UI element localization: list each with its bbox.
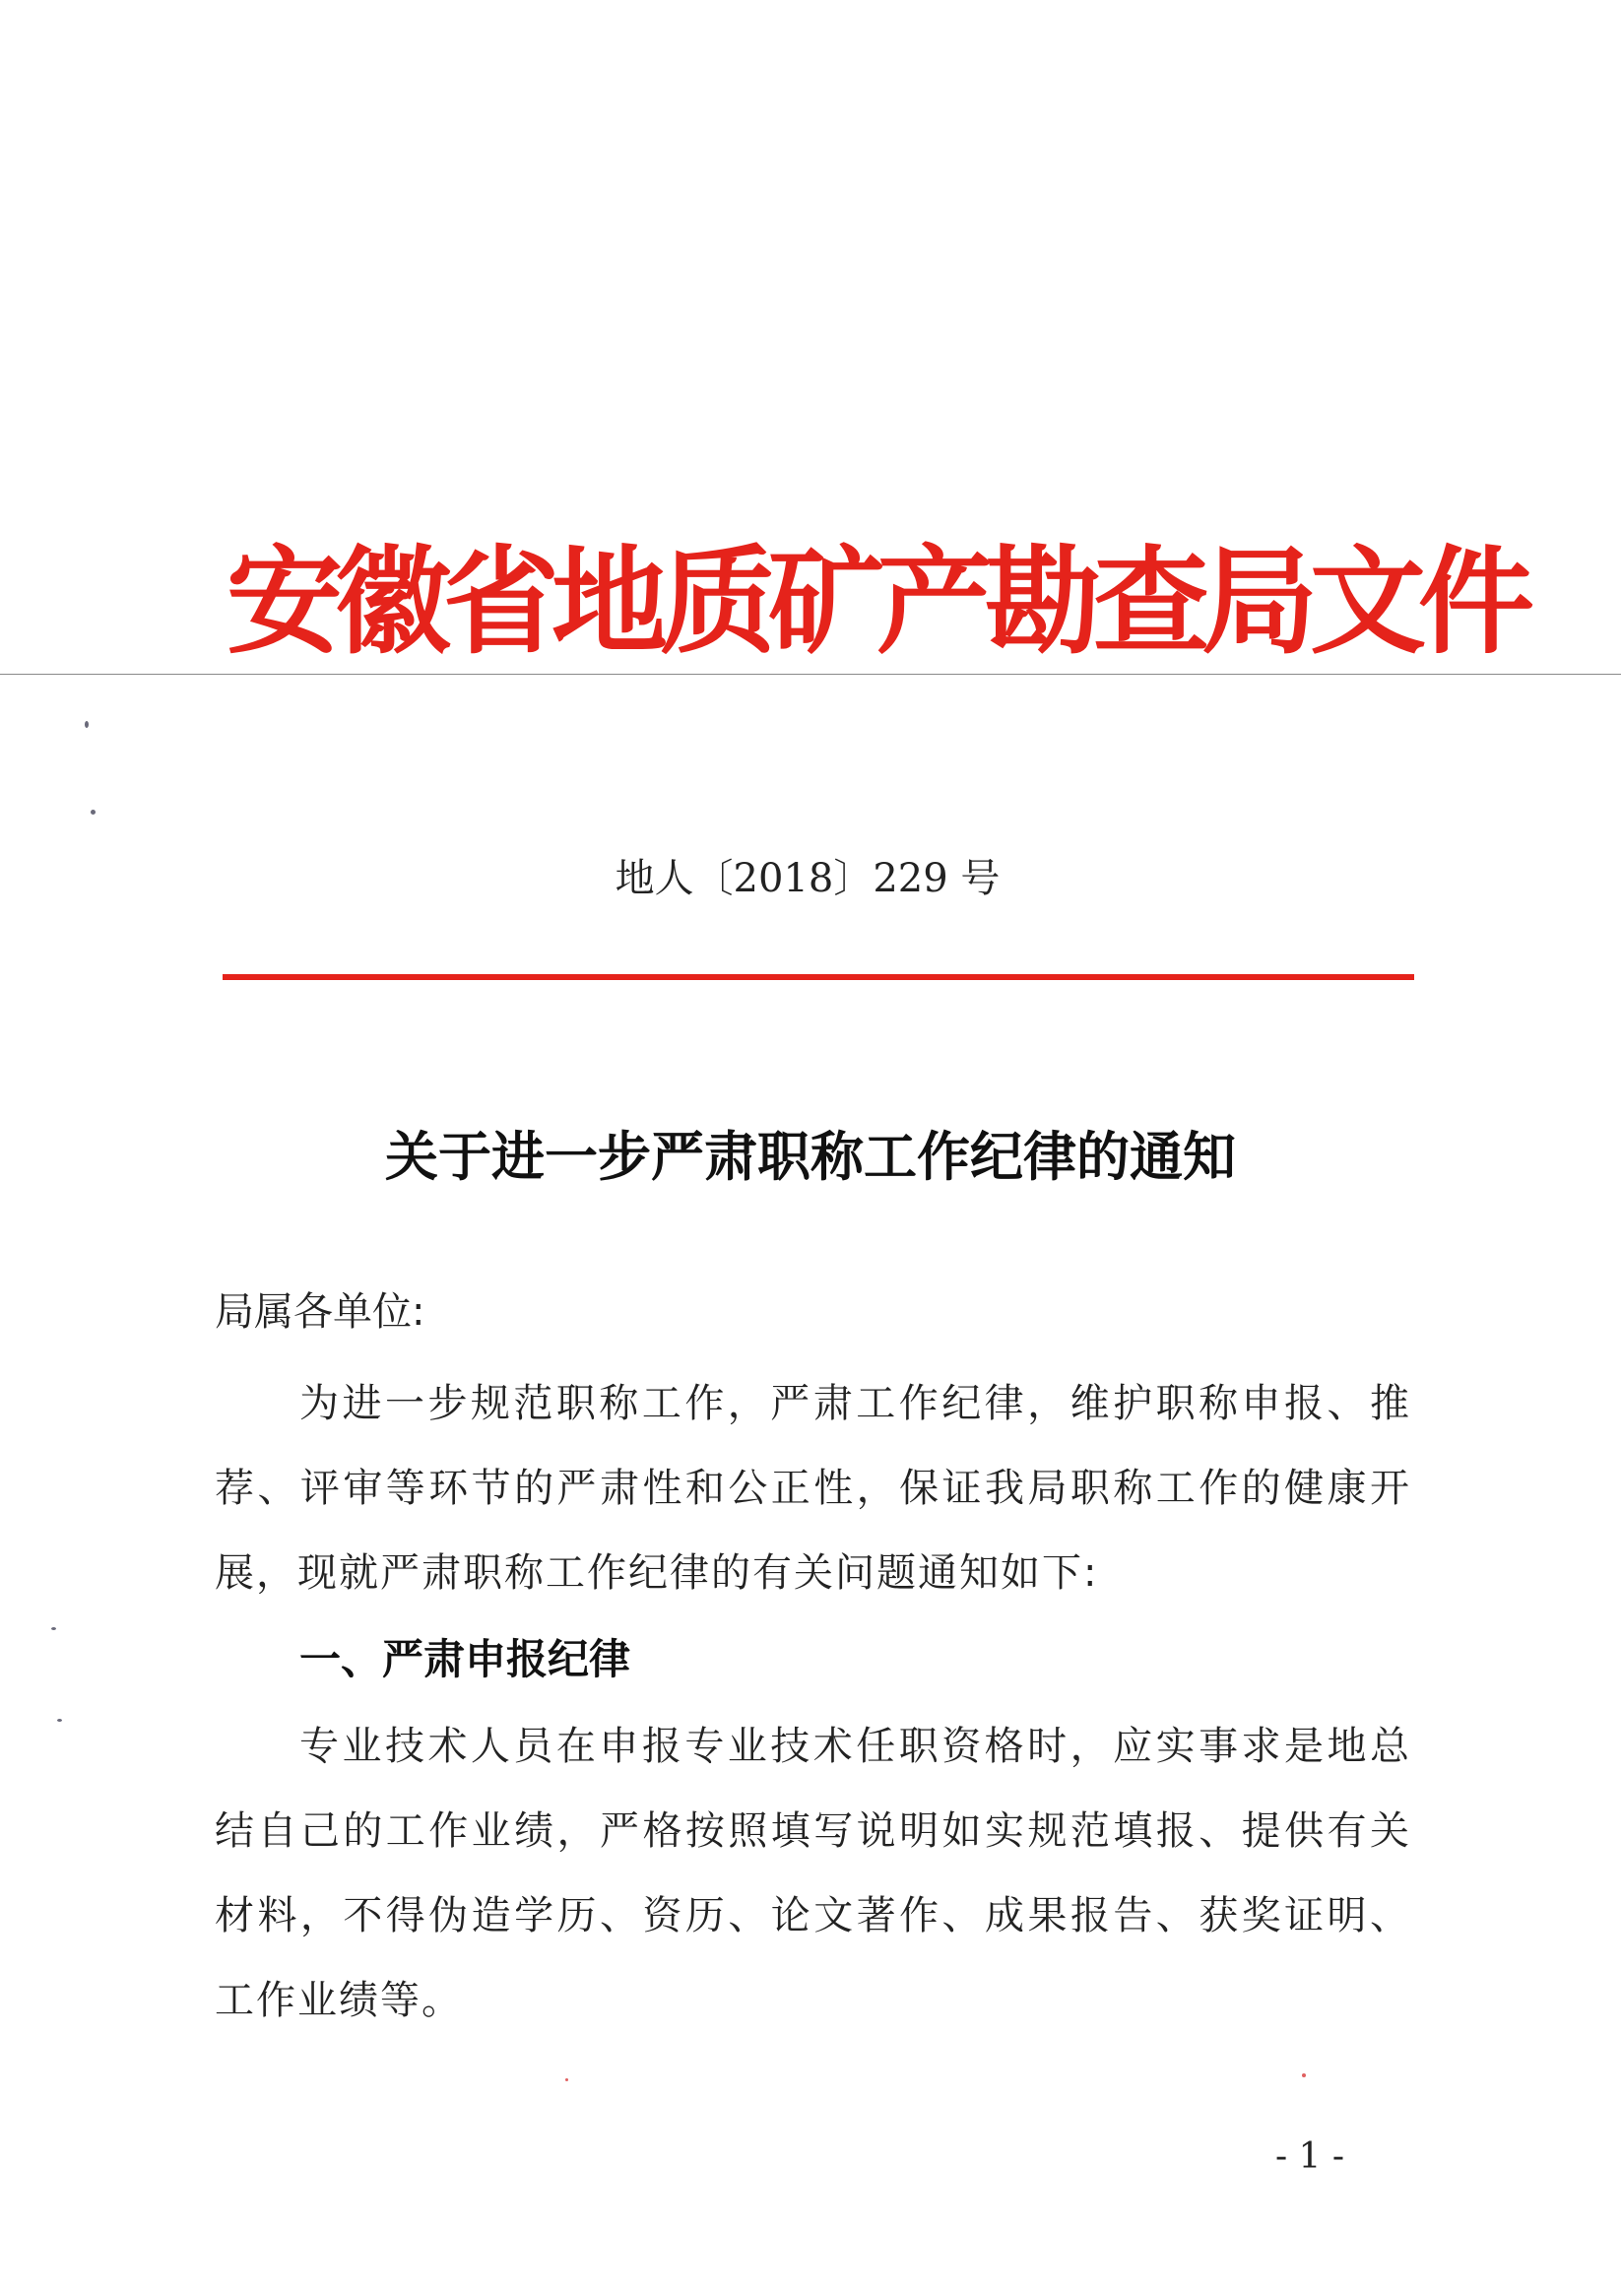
document-number: 地人〔2018〕229 号 [615, 856, 1001, 901]
issuer-header-title: 安徽省地质矿产勘查局文件 [227, 533, 1527, 670]
scan-speck [565, 2078, 568, 2081]
scan-speck [85, 721, 89, 728]
scan-speck [51, 1627, 56, 1630]
scan-speck [57, 1719, 62, 1722]
body-paragraph-intro: 为进一步规范职称工作，严肃工作纪律，维护职称申报、推荐、评审等环节的严肃性和公正性，保证我局职称工作的健康开展，现就严肃职称工作纪律的有关问题通知如下: [215, 1381, 1411, 1596]
scan-speck [1302, 2073, 1306, 2077]
section-heading-1: 一、严肃申报纪律 [299, 1635, 631, 1683]
scan-speck [91, 810, 96, 815]
salutation: 局属各单位: [215, 1289, 425, 1335]
red-separator-rule [223, 974, 1414, 980]
page-number: - 1 - [1274, 2136, 1345, 2177]
scan-fold-line [0, 674, 1621, 675]
body-paragraph-section-1: 专业技术人员在申报专业技术任职资格时，应实事求是地总结自己的工作业绩，严格按照填写说明如实规范填报、提供有关材料，不得伪造学历、资历、论文著作、成果报告、获奖证明、工作业绩等。 [215, 1724, 1411, 2023]
notice-title: 关于进一步严肃职称工作纪律的通知 [385, 1125, 1236, 1188]
